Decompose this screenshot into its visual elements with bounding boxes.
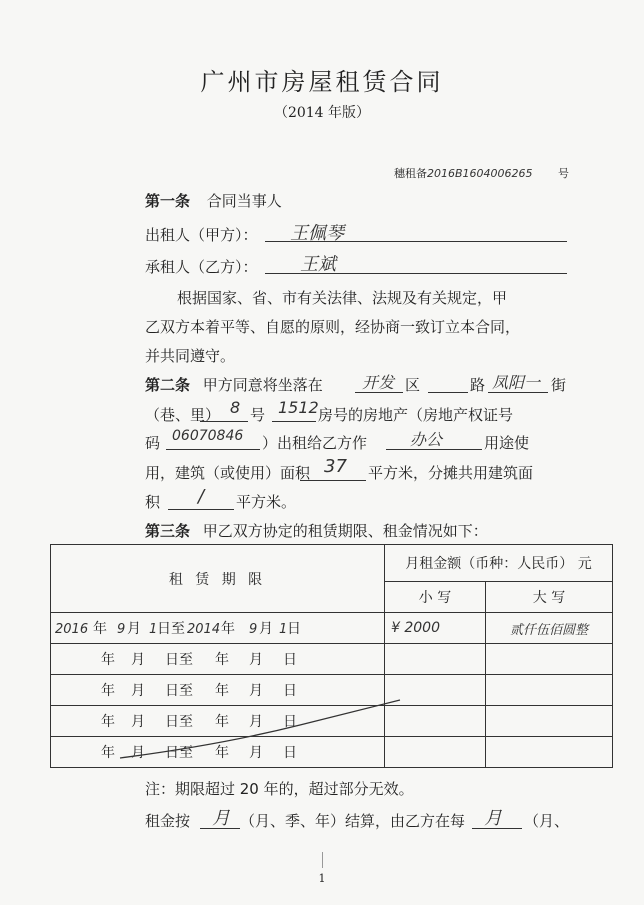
- settle-label3: （月、: [524, 812, 570, 830]
- settle-value: 月: [212, 808, 230, 829]
- day-label: 日: [287, 621, 301, 637]
- lane-value: 8: [230, 398, 241, 417]
- year-label: 年: [215, 683, 229, 699]
- article2-text1: 甲方同意将坐落在: [202, 376, 323, 394]
- start-month: 9: [117, 622, 126, 637]
- code-value: 06070846: [172, 428, 244, 444]
- start-year: 2016: [55, 622, 89, 637]
- header-big: 大 写: [486, 582, 613, 613]
- year-label: 年: [215, 745, 229, 761]
- header-small: 小 写: [385, 582, 486, 613]
- day-to-label: 日至: [165, 745, 193, 761]
- room-label: 房号的房地产（房地产权证号: [318, 406, 514, 424]
- day-label: 日: [283, 745, 297, 761]
- article1-heading: 第一条: [145, 192, 191, 210]
- month-label: 月: [131, 652, 145, 668]
- street-label: 街: [551, 376, 567, 394]
- lessee-value: 王斌: [300, 254, 336, 275]
- road-value: 凤阳一: [492, 373, 541, 392]
- article3-text: 甲乙双方协定的租赁期限、租金情况如下：: [202, 522, 488, 540]
- month-label: 月: [259, 621, 273, 637]
- document-title: 广州市房屋租赁合同: [200, 68, 444, 96]
- lease-to-label: ）出租给乙方作: [262, 434, 368, 452]
- reg-label: 穗租备: [394, 167, 427, 180]
- reg-number: 2016B1604006265: [427, 167, 533, 180]
- month-label: 月: [249, 652, 263, 668]
- end-month: 9: [249, 622, 258, 637]
- road-label: 路: [470, 376, 486, 394]
- year-label: 年: [215, 714, 229, 730]
- start-day: 1: [149, 622, 158, 637]
- month-label: 月: [127, 621, 141, 637]
- reg-suffix: 号: [558, 167, 570, 180]
- page-number: 1: [318, 872, 326, 885]
- use-value: 办公: [410, 430, 443, 449]
- document-subtitle: （2014 年版）: [273, 105, 371, 121]
- day-to-label: 日至: [165, 714, 193, 730]
- settle-underline2: [472, 828, 522, 829]
- month-label: 月: [249, 714, 263, 730]
- day-to-label: 日至: [165, 652, 193, 668]
- code-label: 码: [145, 434, 161, 452]
- day-label: 日: [283, 714, 297, 730]
- year-label: 年: [221, 621, 235, 637]
- end-year: 2014: [187, 622, 221, 637]
- day-to-label: 日至: [157, 621, 185, 637]
- district-label: 区: [405, 376, 421, 394]
- big-amount: 贰仟伍佰圆整: [486, 613, 613, 644]
- header-rent: 月租金额（币种：人民币） 元: [385, 545, 613, 582]
- lane-label: （巷、里）: [145, 406, 221, 424]
- year-label: 年: [101, 652, 115, 668]
- article1-para-line1: 根据国家、省、市有关法律、法规及有关规定，甲: [177, 289, 508, 307]
- month-label: 月: [249, 745, 263, 761]
- year-label: 年: [93, 621, 107, 637]
- shared-value: /: [198, 486, 205, 507]
- settle-underline: [200, 828, 240, 829]
- year-label: 年: [215, 652, 229, 668]
- month-label: 月: [131, 745, 145, 761]
- year-label: 年: [101, 683, 115, 699]
- area-value: 37: [324, 456, 347, 477]
- shared-label1: 积: [145, 493, 161, 511]
- shared-label2: 平方米。: [236, 493, 297, 511]
- day-label: 日: [283, 683, 297, 699]
- lessee-label: 承租人（乙方）：: [145, 258, 258, 276]
- month-label: 月: [131, 714, 145, 730]
- number-label: 号: [250, 406, 266, 424]
- note-text: 注：期限超过 20 年的，超过部分无效。: [145, 780, 414, 798]
- settle-label2: （月、季、年）结算，由乙方在每: [240, 812, 466, 830]
- year-label: 年: [101, 745, 115, 761]
- number-value: 1512: [278, 398, 319, 417]
- lessor-value: 王佩琴: [290, 223, 344, 244]
- use-label: 用途使: [484, 434, 530, 452]
- article2-heading: 第二条: [145, 376, 191, 394]
- center-mark: [322, 852, 323, 868]
- area-label1: 用，建筑（或使用）面积: [145, 464, 311, 482]
- year-label: 年: [101, 714, 115, 730]
- article1-heading-text: 合同当事人: [206, 192, 282, 210]
- lessor-label: 出租人（甲方）：: [145, 226, 258, 244]
- end-day: 1: [279, 622, 288, 637]
- day-label: 日: [283, 652, 297, 668]
- header-period: 租 赁 期 限: [51, 545, 385, 613]
- small-amount: ¥ 2000: [385, 613, 486, 644]
- article3-heading: 第三条: [145, 522, 191, 540]
- district-value: 开发: [362, 373, 395, 392]
- article1-para-line2: 乙双方本着平等、自愿的原则，经协商一致订立本合同，: [145, 318, 521, 336]
- month-label: 月: [131, 683, 145, 699]
- settle-value2: 月: [484, 808, 502, 829]
- month-label: 月: [249, 683, 263, 699]
- settle-label1: 租金按: [145, 812, 191, 830]
- article1-para-line3: 并共同遵守。: [145, 347, 236, 365]
- day-to-label: 日至: [165, 683, 193, 699]
- area-label2: 平方米，分摊共用建筑面: [368, 464, 534, 482]
